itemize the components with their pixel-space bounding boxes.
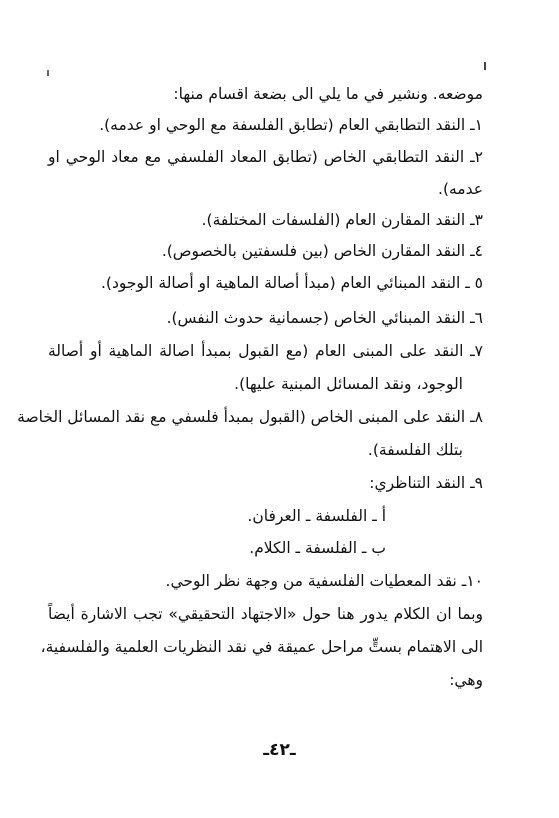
list-item-10: ١٠ـ نقد المعطيات الفلسفية من وجهة نظر الوحي. — [165, 572, 483, 590]
list-item-7-continuation: الوجود، ونقد المسائل المبنية عليها). — [234, 375, 463, 393]
list-item-9: ٩ـ النقد التناظري: — [369, 474, 483, 492]
list-item-8: ٨ـ النقد على المبنى الخاص (القبول بمبدأ فلسفي مع نقد المسائل الخاصة — [17, 408, 483, 426]
paragraph-line-1: وبما ان الكلام يدور هنا حول «الاجتهاد التحقيقي» تجب الاشارة أيضاً — [48, 605, 483, 623]
scan-mark — [484, 62, 486, 70]
scan-mark — [47, 70, 49, 76]
list-item-5: ٥ ـ النقد المبنائي العام (مبدأ أصالة الماهية او أصالة الوجود). — [100, 274, 483, 292]
page-number: ـ٤٢ـ — [263, 740, 296, 760]
list-item-6: ٦ـ النقد المبنائي الخاص (جسمانية حدوث النفس). — [166, 309, 483, 327]
list-item-3: ٣ـ النقد المقارن العام (الفلسفات المختلفة). — [201, 211, 483, 229]
paragraph-line-3: وهي: — [449, 671, 483, 689]
list-item-2: ٢ـ النقد التطابقي الخاص (تطابق المعاد الفلسفي مع معاد الوحي او — [48, 148, 483, 166]
list-item-7: ٧ـ النقد على المبنى العام (مع القبول بمبدأ اصالة الماهية أو أصالة — [48, 342, 483, 360]
list-item-2-continuation: عدمه). — [438, 180, 483, 198]
list-item-8-continuation: بتلك الفلسفة). — [367, 441, 463, 459]
list-item-1: ١ـ النقد التطابقي العام (تطابق الفلسفة مع الوحي او عدمه). — [99, 116, 483, 134]
list-subitem-b: ب ـ الفلسفة ـ الكلام. — [249, 539, 386, 557]
list-subitem-a: أ ـ الفلسفة ـ العرفان. — [247, 507, 386, 525]
list-item-4: ٤ـ النقد المقارن الخاص (بين فلسفتين بالخصوص). — [161, 242, 483, 260]
intro-line: موضعه. ونشير في ما يلي الى بضعة اقسام منها: — [173, 85, 483, 103]
paragraph-line-2: الى الاهتمام بستٍّ مراحل عميقة في نقد النظريات العلمية والفلسفية، — [40, 638, 483, 656]
